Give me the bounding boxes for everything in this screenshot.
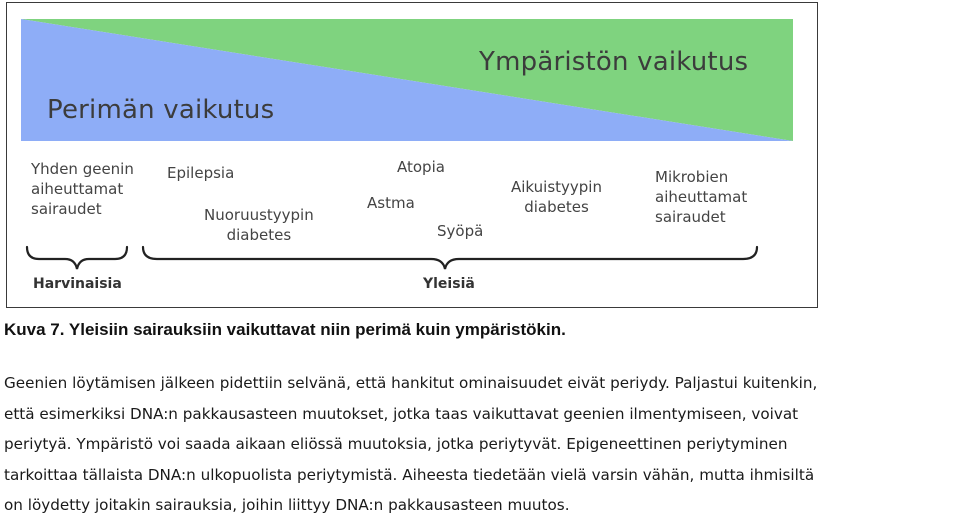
environment-influence-label: Ympäristön vaikutus [479,47,749,77]
adult-diabetes-label: Aikuistyypin diabetes [511,178,602,216]
paragraph-line: periytyä. Ympäristö voi saada aikaan eliössä muutoksia, jotka periytyvät. Epigeneettinen periytyminen [4,435,788,453]
genetics-environment-figure [6,2,818,308]
common-group-label: Yleisiä [423,276,475,292]
epilepsy-label: Epilepsia [167,164,235,182]
microbial-diseases-label: Mikrobien aiheuttamat sairaudet [655,168,748,226]
atopy-label: Atopia [397,158,445,176]
paragraph-line: että esimerkiksi DNA:n pakkausasteen muutokset, jotka taas vaikuttavat geenien ilmentymiseen, voivat [4,404,799,423]
paragraph-line: Geenien löytämisen jälkeen pidettiin selvänä, että hankitut ominaisuudet eivät periydy. Paljastui kuitenkin, [4,374,818,392]
paragraph-line: on löydetty joitakin sairauksia, joihin liittyy DNA:n pakkausasteen muutos. [4,496,570,514]
figure-caption: Kuva 7. Yleisiin sairauksiin vaikuttavat niin perimä kuin ympäristökin. [4,320,566,339]
rare-group-label: Harvinaisia [33,276,122,292]
asthma-label: Astma [367,194,415,212]
juvenile-diabetes-label: Nuoruustyypin diabetes [204,206,314,244]
cancer-label: Syöpä [437,222,484,240]
body-paragraph [4,368,959,520]
genetics-influence-label: Perimän vaikutus [47,95,275,125]
single-gene-diseases-label: Yhden geenin aiheuttamat sairaudet [31,160,134,218]
common-brace [143,247,757,269]
rare-brace [27,247,127,269]
paragraph-line: tarkoittaa tällaista DNA:n ulkopuolista periytymistä. Aiheesta tiedetään vielä varsin vähän, mutta ihmisiltä [4,465,815,484]
